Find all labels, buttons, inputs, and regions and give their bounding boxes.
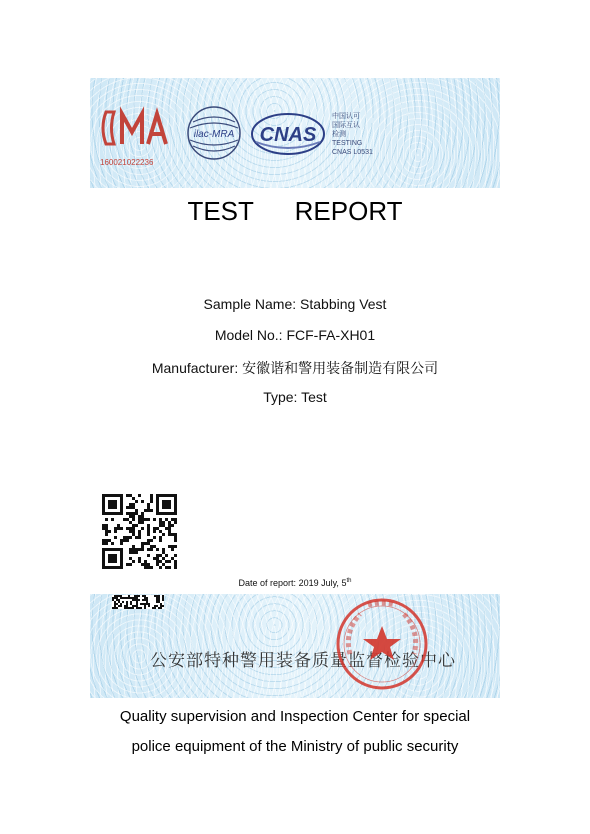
manufacturer-label: Manufacturer: <box>151 360 239 376</box>
cnas-label: CNAS <box>259 124 317 146</box>
sample-name-line <box>0 296 590 312</box>
type-label: Type: <box>263 389 298 405</box>
sample-name-value: Stabbing Vest <box>300 296 387 312</box>
center-name-chinese: 公安部特种警用装备质量监督检验中心 <box>150 651 456 671</box>
report-title: TEST REPORT <box>187 196 403 226</box>
official-seal-icon <box>334 596 430 692</box>
report-date-suffix: th <box>346 578 352 584</box>
manufacturer-line <box>0 358 590 378</box>
cma-logo <box>100 106 170 160</box>
report-date-label: Date of report: <box>238 578 297 588</box>
cnas-caption-line: 中国认可 <box>332 113 360 120</box>
cnas-logo <box>250 112 326 156</box>
manufacturer-value: 安徽谐和警用装备制造有限公司 <box>242 360 439 376</box>
sample-name-label: Sample Name: <box>203 296 297 312</box>
cnas-caption-line: CNAS L0531 <box>332 149 373 156</box>
cma-number: 160021022236 <box>100 158 154 167</box>
cnas-caption-line: 国际互认 <box>332 122 360 129</box>
accreditation-banner <box>90 78 500 188</box>
model-number-value: FCF-FA-XH01 <box>286 327 376 343</box>
center-name-english-line-1: Quality supervision and Inspection Center for special <box>119 708 471 725</box>
type-value: Test <box>301 389 327 405</box>
report-date-line <box>0 578 590 588</box>
model-number-line <box>0 327 590 343</box>
cnas-caption-line: TESTING <box>332 140 363 147</box>
small-barcode <box>112 595 164 609</box>
report-date-value: 2019 July, 5 <box>298 578 347 588</box>
cnas-caption-line: 检测 <box>332 131 346 138</box>
qr-code <box>96 488 184 576</box>
ilac-mra-logo <box>185 104 243 162</box>
model-number-label: Model No.: <box>214 327 283 343</box>
cnas-caption <box>332 112 373 157</box>
ilac-label: ilac-MRA <box>193 129 235 140</box>
type-line <box>0 389 590 405</box>
inspection-center-banner <box>90 594 500 698</box>
center-name-english-line-2: police equipment of the Ministry of public security <box>131 738 459 755</box>
